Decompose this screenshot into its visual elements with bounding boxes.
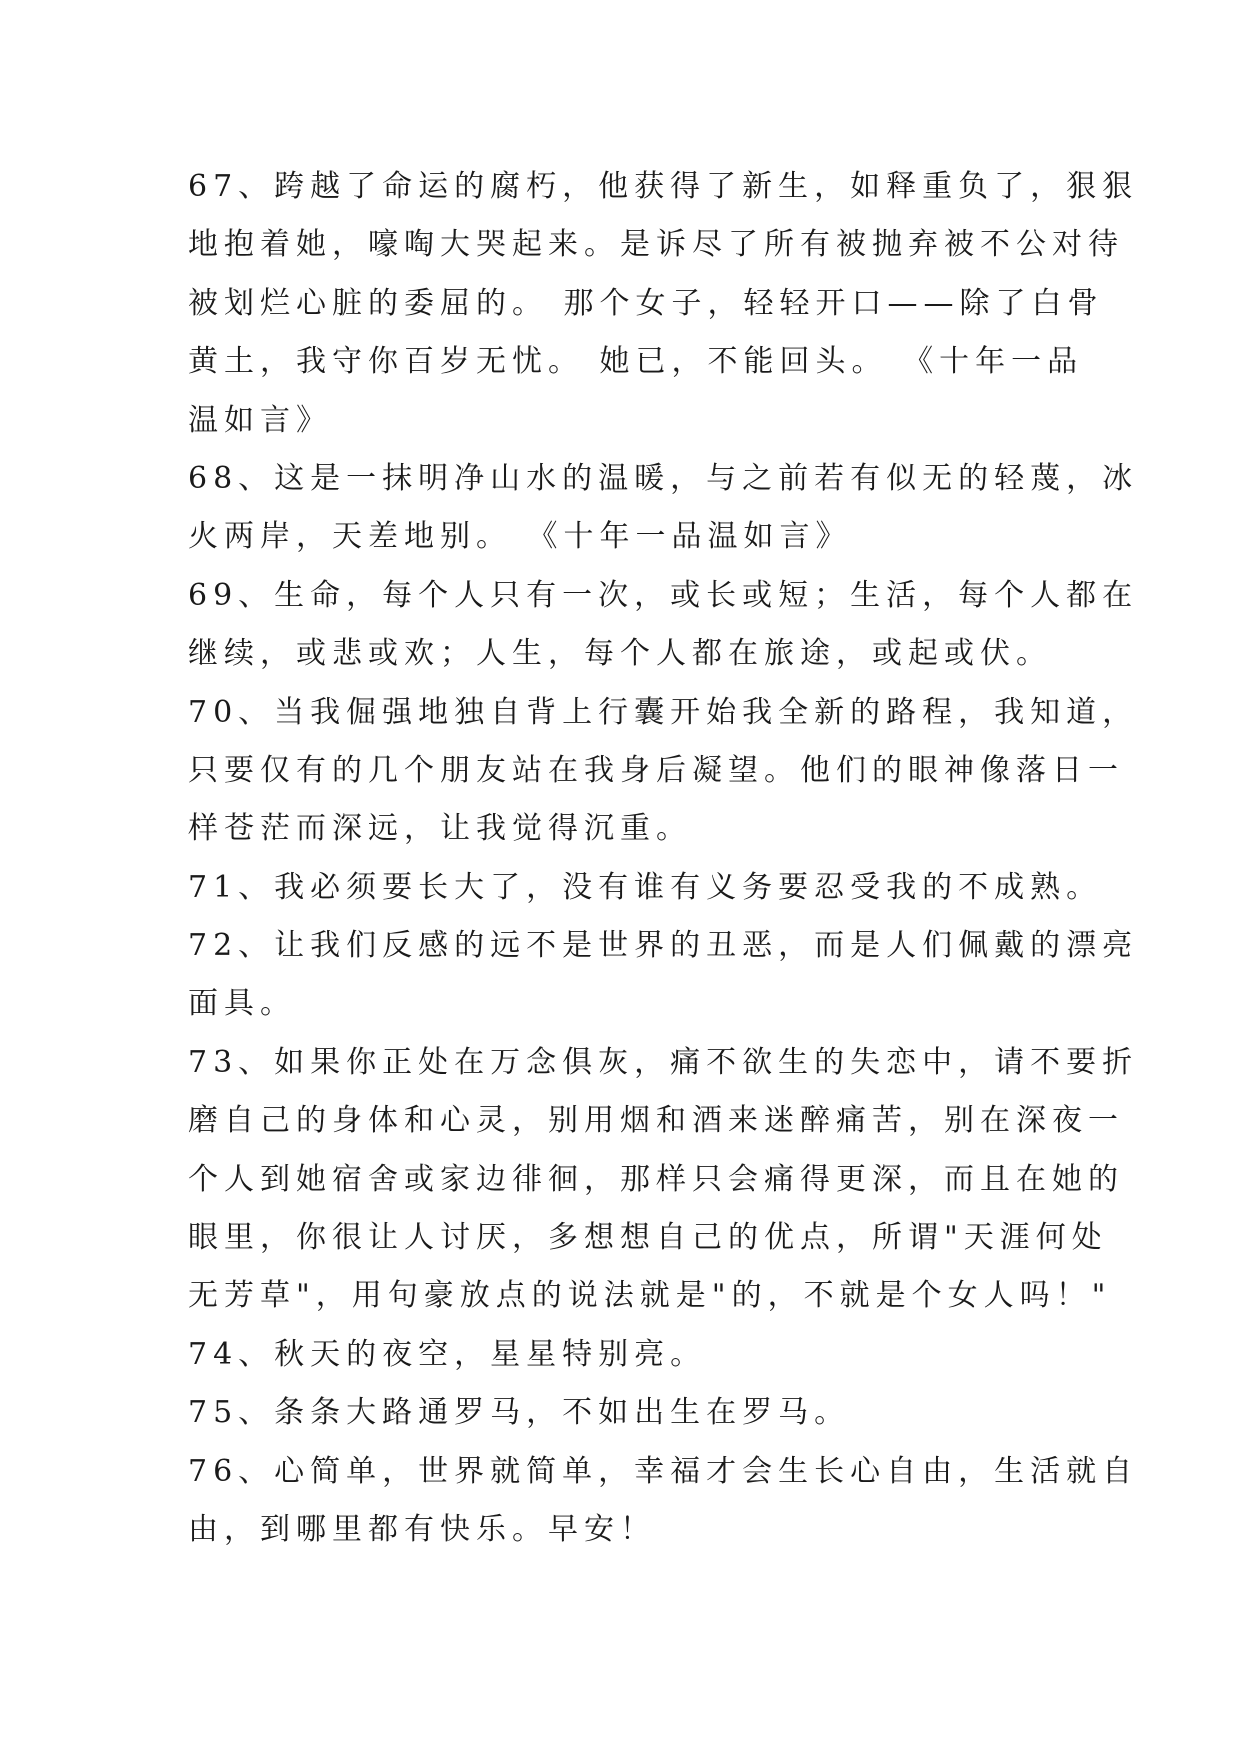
text-line: 72、让我们反感的远不是世界的丑恶，而是人们佩戴的漂亮 [188, 928, 1139, 964]
text-line: 由，到哪里都有快乐。早安！ [188, 1511, 656, 1547]
text-line: 继续，或悲或欢；人生，每个人都在旅途，或起或伏。 [188, 636, 1052, 672]
text-line: 74、秋天的夜空，星星特别亮。 [188, 1336, 707, 1372]
document-body [188, 158, 1139, 1559]
text-line: 70、当我倔强地独自背上行囊开始我全新的路程，我知道， [188, 694, 1139, 730]
text-line: 磨自己的身体和心灵，别用烟和酒来迷醉痛苦，别在深夜一 [188, 1103, 1124, 1139]
text-line: 地抱着她，嚎啕大哭起来。是诉尽了所有被抛弃被不公对待 [188, 227, 1124, 263]
text-line: 样苍茫而深远，让我觉得沉重。 [188, 811, 692, 847]
text-line: 面具。 [188, 986, 296, 1022]
text-line: 被划烂心脏的委屈的。 那个女子，轻轻开口——除了白骨 [188, 285, 1104, 321]
text-line: 68、这是一抹明净山水的温暖，与之前若有似无的轻蔑，冰 [188, 460, 1139, 496]
text-line: 温如言》 [188, 402, 332, 438]
text-line: 个人到她宿舍或家边徘徊，那样只会痛得更深，而且在她的 [188, 1161, 1124, 1197]
text-line: 71、我必须要长大了，没有谁有义务要忍受我的不成熟。 [188, 869, 1103, 905]
text-line: 只要仅有的几个朋友站在我身后凝望。他们的眼神像落日一 [188, 752, 1124, 788]
text-line: 69、生命，每个人只有一次，或长或短；生活，每个人都在 [188, 577, 1139, 613]
text-line: 火两岸，天差地别。 《十年一品温如言》 [188, 519, 852, 555]
text-line: 76、心简单，世界就简单，幸福才会生长心自由，生活就自 [188, 1453, 1139, 1489]
text-line: 73、如果你正处在万念俱灰，痛不欲生的失恋中，请不要折 [188, 1044, 1139, 1080]
text-line: 67、跨越了命运的腐朽，他获得了新生，如释重负了，狠狠 [188, 169, 1139, 204]
text-line: 眼里，你很让人讨厌，多想想自己的优点，所谓"天涯何处 [188, 1220, 1108, 1256]
text-line: 无芳草"，用句豪放点的说法就是"的，不就是个女人吗！" [188, 1278, 1112, 1314]
text-line: 75、条条大路通罗马，不如出生在罗马。 [188, 1395, 851, 1431]
text-line: 黄土，我守你百岁无忧。 她已，不能回头。 《十年一品 [188, 344, 1084, 380]
